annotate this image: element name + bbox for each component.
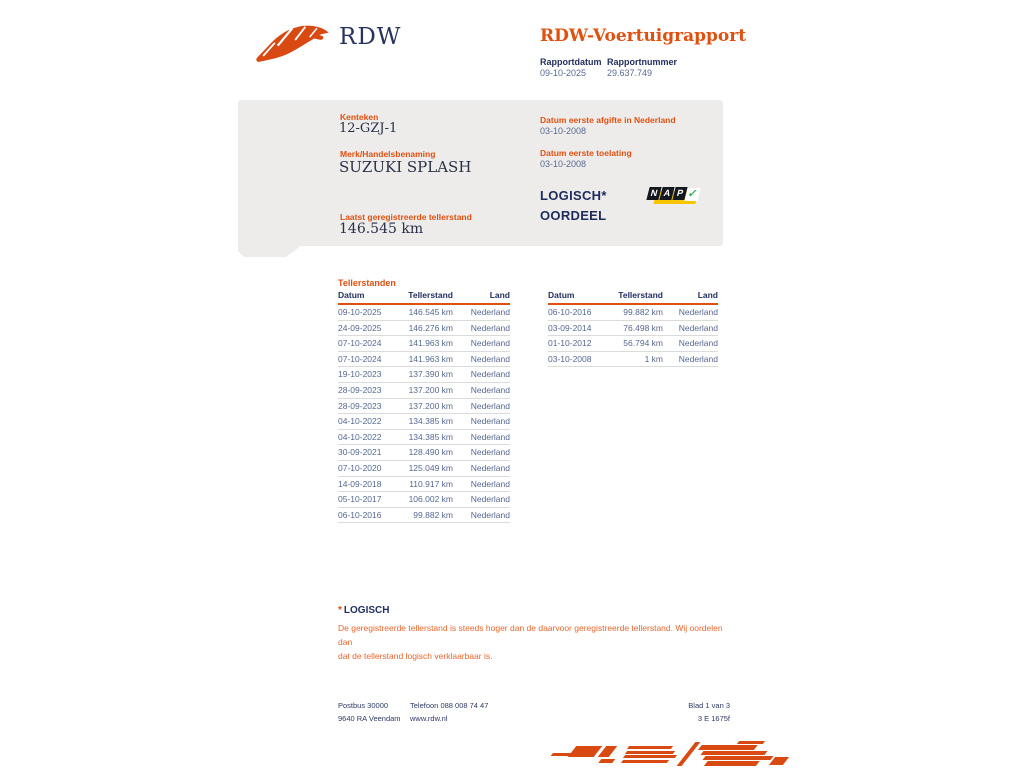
- tellerstanden-table-left: [338, 290, 510, 523]
- table-row: [338, 367, 510, 383]
- table-cell: 99.882 km: [610, 304, 663, 320]
- table-row: [548, 351, 718, 367]
- brand-wordmark: RDW: [339, 24, 402, 50]
- footer-address2: 9640 RA Veendam: [338, 714, 401, 723]
- table-row: [548, 304, 718, 320]
- table-cell: 134.385 km: [400, 429, 453, 445]
- table-row: [338, 304, 510, 320]
- table-cell: Nederland: [453, 320, 510, 336]
- table-cell: 137.390 km: [400, 367, 453, 383]
- table-cell: Nederland: [453, 476, 510, 492]
- table-row: [338, 320, 510, 336]
- report-number-value: 29.637.749: [607, 68, 653, 78]
- table-cell: Nederland: [453, 414, 510, 430]
- table-cell: 01-10-2012: [548, 336, 610, 352]
- table-cell: 146.545 km: [400, 304, 453, 320]
- table-cell: Nederland: [453, 304, 510, 320]
- report-title: RDW-Voertuigrapport: [540, 26, 747, 46]
- table-row: [548, 320, 718, 336]
- table-row: [338, 351, 510, 367]
- laatste-tellerstand-value: 146.545 km: [339, 221, 424, 237]
- table-cell: 1 km: [610, 351, 663, 367]
- col-header-land: Land: [663, 290, 718, 304]
- col-header-tellerstand: Tellerstand: [400, 290, 453, 304]
- table-cell: Nederland: [453, 382, 510, 398]
- table-cell: 03-10-2008: [548, 351, 610, 367]
- eerste-toelating-value: 03-10-2008: [540, 159, 587, 169]
- table-cell: 146.276 km: [400, 320, 453, 336]
- table-cell: Nederland: [453, 351, 510, 367]
- table-cell: 07-10-2024: [338, 351, 400, 367]
- table-row: [338, 445, 510, 461]
- table-cell: 09-10-2025: [338, 304, 400, 320]
- report-date-label: Rapportdatum: [540, 57, 602, 67]
- nap-letter-a: A: [659, 187, 674, 200]
- report-date-value: 09-10-2025: [540, 68, 587, 78]
- table-cell: 110.917 km: [400, 476, 453, 492]
- table-cell: 07-10-2024: [338, 336, 400, 352]
- footnote-body: [338, 621, 734, 663]
- kenteken-label: Kenteken: [340, 112, 379, 122]
- table-cell: 125.049 km: [400, 460, 453, 476]
- table-cell: Nederland: [453, 367, 510, 383]
- table-cell: 76.498 km: [610, 320, 663, 336]
- table-row: [338, 414, 510, 430]
- oordeel-line2: OORDEEL: [540, 208, 607, 223]
- footnote-heading: [338, 605, 389, 616]
- footer-page-number: Blad 1 van 3: [688, 701, 730, 710]
- col-header-datum: Datum: [338, 290, 400, 304]
- table-row: [548, 336, 718, 352]
- panel-tab-shape: [238, 245, 302, 257]
- table-cell: 134.385 km: [400, 414, 453, 430]
- footnote-heading-text: LOGISCH: [343, 605, 390, 616]
- table-cell: 28-09-2023: [338, 398, 400, 414]
- table-cell: 06-10-2016: [548, 304, 610, 320]
- table-cell: 03-09-2014: [548, 320, 610, 336]
- table-row: [338, 476, 510, 492]
- nap-check-icon: ✓: [684, 188, 700, 201]
- nap-letter-n: N: [646, 187, 661, 200]
- eerste-toelating-label: Datum eerste toelating: [540, 148, 632, 158]
- laatste-tellerstand-label: Laatst geregistreerde tellerstand: [340, 212, 472, 222]
- col-header-datum: Datum: [548, 290, 610, 304]
- nap-letter-p: P: [672, 187, 687, 200]
- rdw-wing-logo: [253, 22, 333, 68]
- table-cell: 137.200 km: [400, 382, 453, 398]
- merk-value: SUZUKI SPLASH: [339, 158, 472, 176]
- eerste-afgifte-value: 03-10-2008: [540, 126, 587, 136]
- table-cell: 05-10-2017: [338, 492, 400, 508]
- table-cell: 106.002 km: [400, 492, 453, 508]
- table-cell: Nederland: [663, 304, 718, 320]
- table-cell: Nederland: [663, 320, 718, 336]
- footnote-line2: dat de tellerstand logisch verklaarbaar is.: [338, 651, 493, 661]
- footnote-line1: De geregistreerde tellerstand is steeds hoger dan de daarvoor geregistreerde tellerstand. Wij oordelen dan: [338, 623, 723, 647]
- oordeel-text: [540, 186, 607, 226]
- tellerstanden-title: Tellerstanden: [338, 278, 396, 288]
- table-cell: Nederland: [453, 460, 510, 476]
- table-cell: 07-10-2020: [338, 460, 400, 476]
- table-row: [338, 382, 510, 398]
- table-row: [338, 398, 510, 414]
- table-row: [338, 460, 510, 476]
- table-row: [338, 492, 510, 508]
- table-cell: Nederland: [663, 351, 718, 367]
- col-header-tellerstand: Tellerstand: [610, 290, 663, 304]
- table-cell: 99.882 km: [400, 507, 453, 523]
- table-cell: 56.794 km: [610, 336, 663, 352]
- table-row: [338, 507, 510, 523]
- footer-form-code: 3 E 1675f: [697, 714, 730, 723]
- eerste-afgifte-label: Datum eerste afgifte in Nederland: [540, 115, 676, 125]
- table-cell: Nederland: [453, 492, 510, 508]
- table-cell: 128.490 km: [400, 445, 453, 461]
- oordeel-line1: LOGISCH*: [540, 188, 607, 203]
- table-cell: Nederland: [453, 336, 510, 352]
- table-cell: 141.963 km: [400, 336, 453, 352]
- table-cell: Nederland: [453, 429, 510, 445]
- table-cell: 19-10-2023: [338, 367, 400, 383]
- footer-phone: Telefoon 088 008 74 47: [410, 701, 489, 710]
- decor-stripes: [540, 733, 800, 768]
- nap-logo: [648, 187, 700, 205]
- table-header-row: [338, 290, 510, 304]
- footer-address1: Postbus 30000: [338, 701, 389, 710]
- table-cell: 137.200 km: [400, 398, 453, 414]
- table-row: [338, 429, 510, 445]
- footer-website: www.rdw.nl: [410, 714, 448, 723]
- tellerstanden-table-right: [548, 290, 718, 367]
- table-row: [338, 336, 510, 352]
- footnote-asterisk: *: [338, 605, 342, 616]
- table-cell: Nederland: [663, 336, 718, 352]
- table-cell: Nederland: [453, 398, 510, 414]
- merk-label: Merk/Handelsbenaming: [340, 149, 436, 159]
- table-cell: 141.963 km: [400, 351, 453, 367]
- table-cell: Nederland: [453, 445, 510, 461]
- page-footer: [338, 701, 730, 731]
- table-cell: 04-10-2022: [338, 429, 400, 445]
- report-number-label: Rapportnummer: [607, 57, 678, 67]
- table-header-row: [548, 290, 718, 304]
- kenteken-value: 12-GZJ-1: [339, 121, 398, 136]
- table-cell: Nederland: [453, 507, 510, 523]
- table-cell: 04-10-2022: [338, 414, 400, 430]
- table-cell: 06-10-2016: [338, 507, 400, 523]
- table-cell: 24-09-2025: [338, 320, 400, 336]
- table-cell: 30-09-2021: [338, 445, 400, 461]
- table-cell: 28-09-2023: [338, 382, 400, 398]
- col-header-land: Land: [453, 290, 510, 304]
- table-cell: 14-09-2018: [338, 476, 400, 492]
